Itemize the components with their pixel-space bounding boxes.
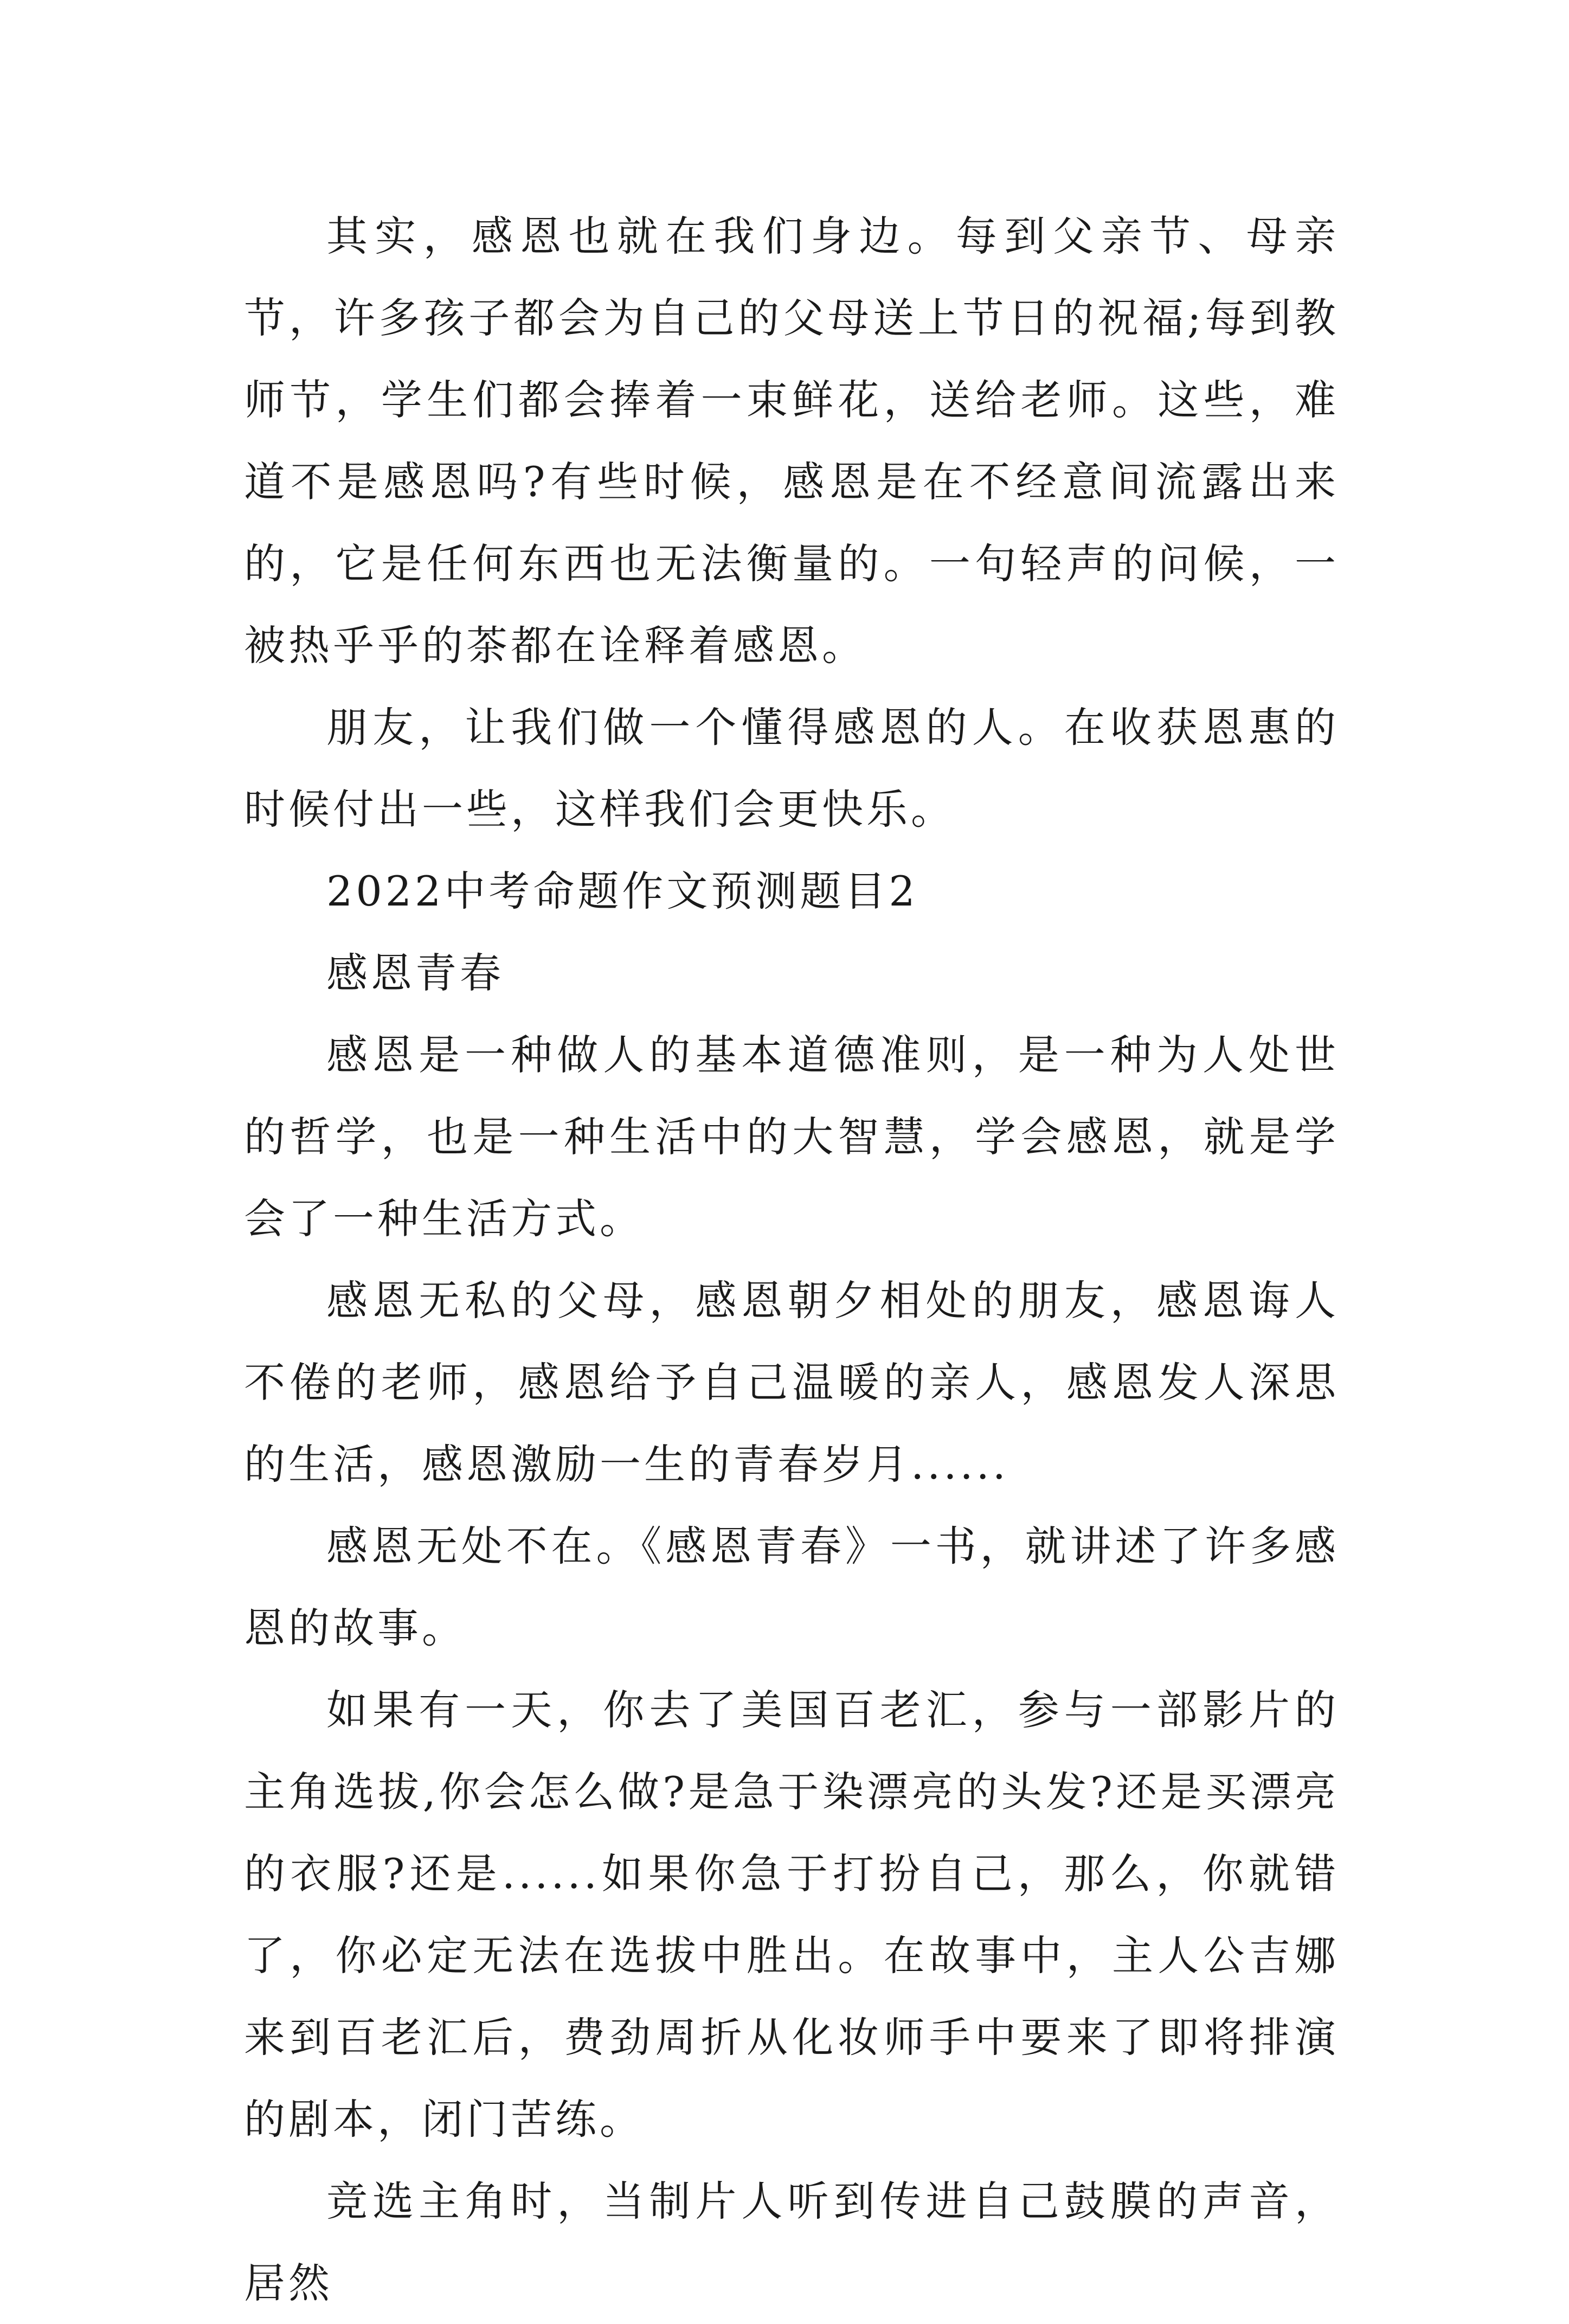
section-heading: 2022中考命题作文预测题目2: [326, 867, 918, 915]
paragraph-gratitude-list: 感恩无私的父母，感恩朝夕相处的朋友，感恩诲人不倦的老师，感恩给予自己温暖的亲人，感恩发人深思的生活，感恩激励一生的青春岁月......: [244, 1276, 1339, 1488]
paragraph-be-grateful-person: 朋友，让我们做一个懂得感恩的人。在收获恩惠的时候付出一些，这样我们会更快乐。: [244, 703, 1339, 833]
paragraph-audition: 竞选主角时，当制片人听到传进自己鼓膜的声音，居然: [244, 2177, 1339, 2307]
paragraph-book-intro: 感恩无处不在。《感恩青春》一书，就讲述了许多感恩的故事。: [244, 1522, 1339, 1652]
paragraph-gratitude-definition: 感恩是一种做人的基本道德准则，是一种为人处世的哲学，也是一种生活中的大智慧，学会感恩，就是学会了一种生活方式。: [244, 1031, 1339, 1243]
paragraph-broadway-story: 如果有一天，你去了美国百老汇，参与一部影片的主角选拔,你会怎么做?是急于染漂亮的头发?还是买漂亮的衣服?还是......如果你急于打扮自己，那么，你就错了，你必定无法在选拔中胜出。在故事中，主人公吉娜来到百老汇后，费劲周折从化妆师手中要来了即将排演的剧本，闭门苦练。: [244, 1686, 1339, 2143]
document-body: [244, 195, 1339, 2324]
paragraph-gratitude-around-us: 其实，感恩也就在我们身边。每到父亲节、母亲节，许多孩子都会为自己的父母送上节日的祝福;每到教师节，学生们都会捧着一束鲜花，送给老师。这些，难道不是感恩吗?有些时候，感恩是在不经意间流露出来的，它是任何东西也无法衡量的。一句轻声的问候，一被热乎乎的茶都在诠释着感恩。: [244, 212, 1339, 670]
essay-title: 感恩青春: [326, 949, 504, 997]
